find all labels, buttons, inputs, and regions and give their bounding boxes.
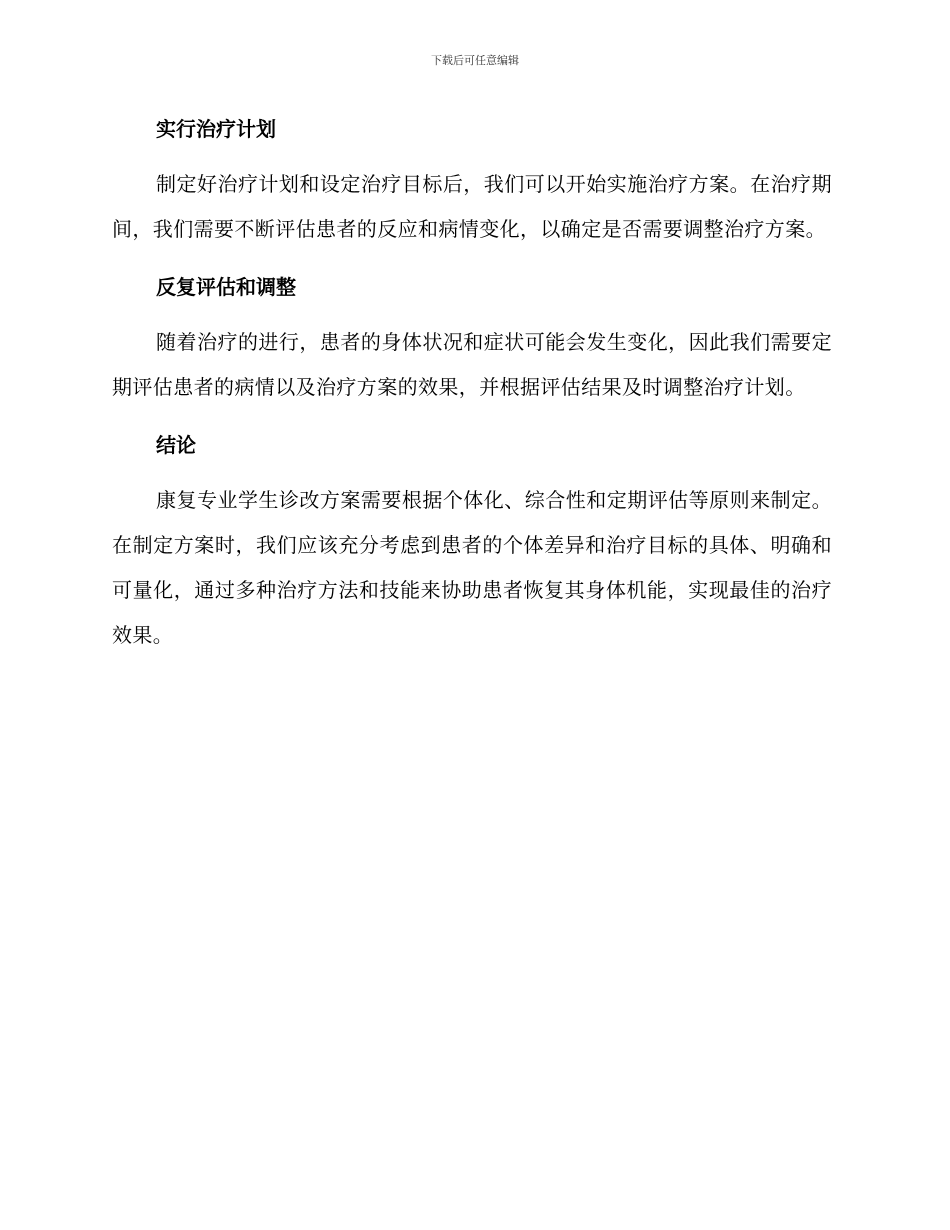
- section-reassess-and-adjust: [112, 270, 832, 410]
- section-implement-treatment-plan: [112, 112, 832, 252]
- section-heading: 实行治疗计划: [156, 117, 276, 141]
- section-paragraph: 随着治疗的进行，患者的身体状况和症状可能会发生变化，因此我们需要定期评估患者的病情以及治疗方案的效果，并根据评估结果及时调整治疗计划。: [112, 330, 832, 399]
- section-paragraph: 制定好治疗计划和设定治疗目标后，我们可以开始实施治疗方案。在治疗期间，我们需要不断评估患者的反应和病情变化，以确定是否需要调整治疗方案。: [112, 172, 832, 241]
- document-body: [112, 112, 832, 676]
- page-header: 下载后可任意编辑: [431, 54, 519, 67]
- section-heading: 结论: [156, 433, 196, 457]
- section-paragraph: 康复专业学生诊改方案需要根据个体化、综合性和定期评估等原则来制定。在制定方案时，我们应该充分考虑到患者的个体差异和治疗目标的具体、明确和可量化，通过多种治疗方法和技能来协助患者恢复其身体机能，实现最佳的治疗效果。: [112, 488, 832, 647]
- section-conclusion: [112, 428, 832, 658]
- section-heading: 反复评估和调整: [156, 275, 296, 299]
